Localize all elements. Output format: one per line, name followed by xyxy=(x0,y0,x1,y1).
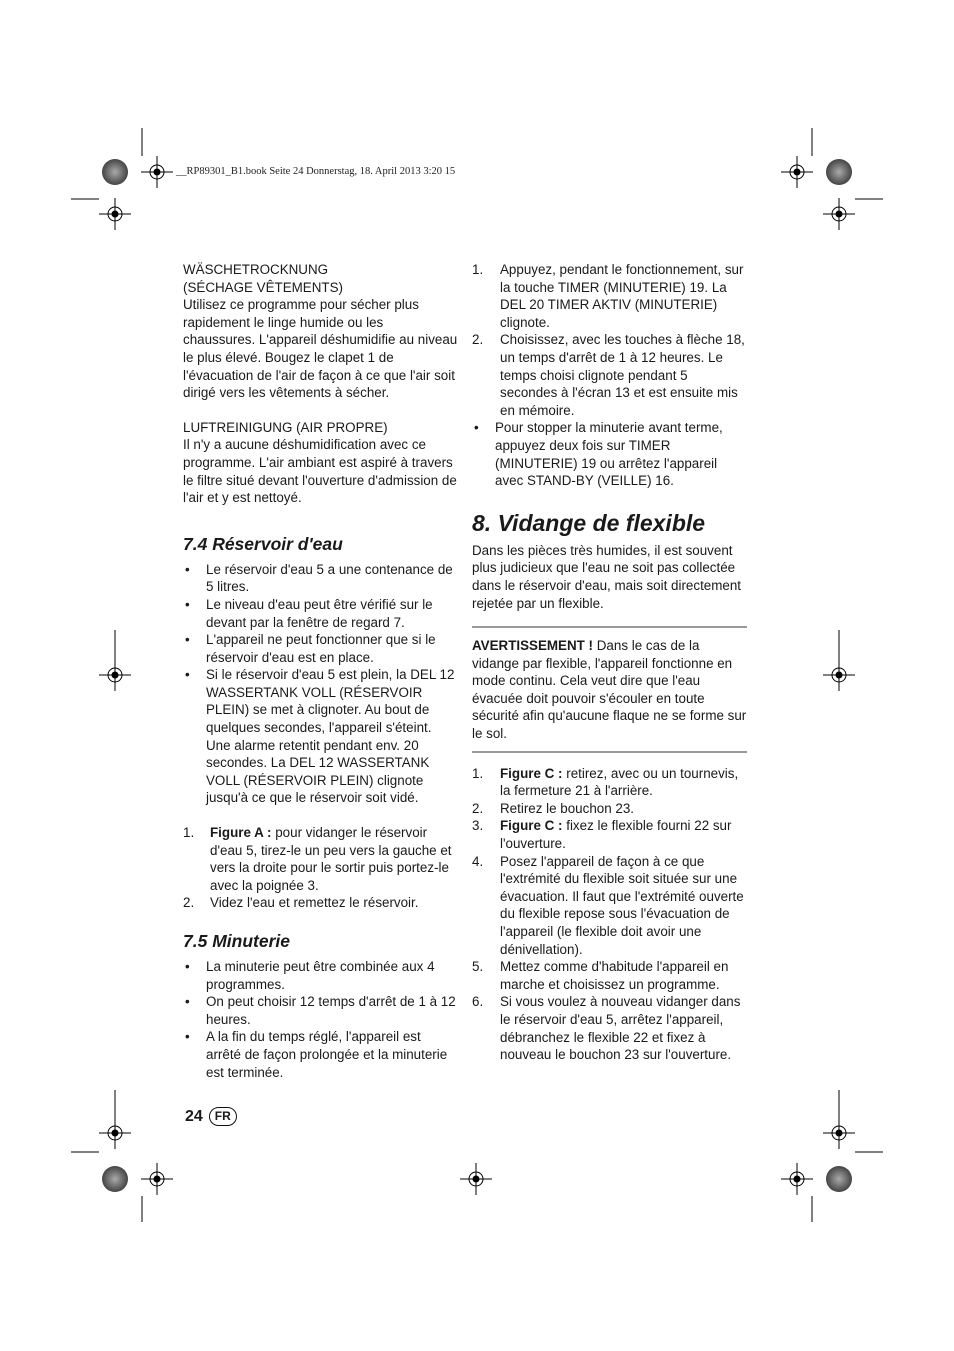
color-target-top-right xyxy=(826,159,852,185)
list-item: • On peut choisir 12 temps d'arrêt de 1 à 12 heures. xyxy=(183,993,458,1028)
section-heading: 8. Vidange de flexible xyxy=(472,509,706,536)
timer-heading: 7.5 Minuterie xyxy=(183,931,290,951)
air-text: Il n'y a aucune déshumidification avec ce programme. L'air ambiant est aspiré à travers le filtre situé devant l'ouverture d'admission de l'air et y est nettoyé. xyxy=(183,437,457,506)
list-item: 1. Appuyez, pendant le fonctionnement, sur la touche TIMER (MINUTERIE) 19. La DEL 20 TIMER AKTIV (MINUTERIE) clignote. xyxy=(472,262,744,330)
language-badge: FR xyxy=(209,1107,237,1126)
page-footer xyxy=(185,1107,237,1126)
color-target-top-left xyxy=(102,159,128,185)
timer-steps xyxy=(472,261,747,419)
list-item: 1. Figure A : pour vidanger le réservoir d'eau 5, tirez-le un peu vers la gauche et vers la droite pour le sortir puis portez-le avec la poignée 3. xyxy=(183,825,452,893)
timer-stop-list xyxy=(472,419,747,489)
list-item: 2. Retirez le bouchon 23. xyxy=(472,800,634,816)
reservoir-steps xyxy=(183,824,458,912)
warning-label: AVERTISSEMENT ! xyxy=(472,638,594,654)
drying-text: Utilisez ce programme pour sécher plus rapidement le linge humide ou les chaussures. L'appareil déshumidifie au niveau le plus élevé. Bougez le clapet 1 de l'évacuation de l'air de façon à ce que l'air soit dirigé vers les vêtements à sécher. xyxy=(183,297,458,401)
list-item: 4. Posez l'appareil de façon à ce que l'extrémité du flexible soit située sur une évacuation. Il faut que l'extrémité ouverte du flexible repose sous l'évacuation de l'appareil (le flexible doit avoir une dénivellation). xyxy=(472,853,744,957)
drying-subtitle: (SÉCHAGE VÊTEMENTS) xyxy=(183,279,343,295)
list-item: • Si le réservoir d'eau 5 est plein, la DEL 12 WASSERTANK VOLL (RÉSERVOIR PLEIN) se met à clignoter. Au bout de quelques secondes, l'appareil s'éteint. Une alarme retentit pendant env. 20 secondes. La DEL 12 WASSERTANK VOLL (RÉSERVOIR PLEIN) clignote jusqu'à ce que le réservoir soit vidé. xyxy=(183,666,458,807)
timer-bullets xyxy=(183,958,458,1081)
air-title: LUFTREINIGUNG (AIR PROPRE) xyxy=(183,419,388,435)
drying-title: WÄSCHETROCKNUNG xyxy=(183,262,329,277)
list-item: • A la fin du temps réglé, l'appareil est arrêté de façon prolongée et la minuterie est terminée. xyxy=(183,1028,458,1081)
reservoir-heading: 7.4 Réservoir d'eau xyxy=(183,533,343,554)
list-item: 3. Figure C : fixez le flexible fourni 22 sur l'ouverture. xyxy=(472,818,732,852)
list-item: • L'appareil ne peut fonctionner que si le réservoir d'eau est en place. xyxy=(183,631,458,666)
list-item: 6. Si vous voulez à nouveau vidanger dans le réservoir d'eau 5, arrêtez l'appareil, débranchez le flexible 22 et fixez à nouveau le bouchon 23 sur l'ouverture. xyxy=(472,994,741,1063)
list-item: • Le niveau d'eau peut être vérifié sur le devant par la fenêtre de regard 7. xyxy=(183,596,458,631)
page-number: 24 xyxy=(185,1107,203,1125)
list-item: 1. Figure C : retirez, avec ou un tournevis, la fermeture 21 à l'arrière. xyxy=(472,765,739,799)
list-item: • Pour stopper la minuterie avant terme, appuyez deux fois sur TIMER (MINUTERIE) 19 ou arrêtez l'appareil avec STAND-BY (VEILLE) 16. xyxy=(472,419,747,489)
warning-text: Dans le cas de la vidange par flexible, l'appareil fonctionne en mode continu. Cela veut dire que l'eau évacuée doit pouvoir s'écouler en toute sécurité afin qu'aucune flaque ne se forme sur le sol. xyxy=(472,638,747,742)
section-intro: Dans les pièces très humides, il est souvent plus judicieux que l'eau ne soit pas collectée dans le réservoir d'eau, mais soit directement rejetée par un flexible. xyxy=(472,542,742,611)
list-item: • Le réservoir d'eau 5 a une contenance de 5 litres. xyxy=(183,561,458,596)
list-item: 2. Videz l'eau et remettez le réservoir. xyxy=(183,895,419,911)
warning-box xyxy=(472,626,747,753)
hose-steps xyxy=(472,765,747,1064)
list-item: 5. Mettez comme d'habitude l'appareil en marche et choisissez un programme. xyxy=(472,959,729,992)
reservoir-bullets xyxy=(183,561,458,807)
list-item: 2. Choisissez, avec les touches à flèche 18, un temps d'arrêt de 1 à 12 heures. Le temps choisi clignote pendant 5 secondes à l'écran 13 et est ensuite mis en mémoire. xyxy=(472,332,745,418)
file-header: __RP89301_B1.book Seite 24 Donnerstag, 18. April 2013 3:20 15 xyxy=(176,166,456,177)
left-column xyxy=(183,261,458,1081)
right-column xyxy=(472,261,747,1064)
list-item: • La minuterie peut être combinée aux 4 programmes. xyxy=(183,958,458,993)
color-target-bottom-left xyxy=(102,1166,128,1192)
color-target-bottom-right xyxy=(826,1166,852,1192)
